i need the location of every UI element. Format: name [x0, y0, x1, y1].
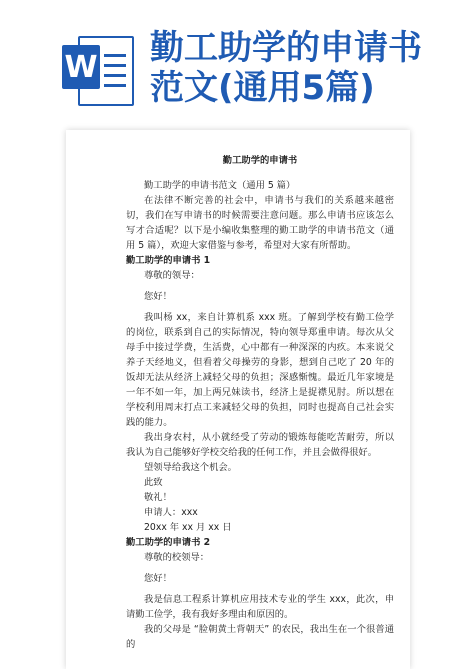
section-1-paragraph-2: 我出身农村，从小就经受了劳动的锻炼每能吃苦耐劳，所以我认为自己能够好学校交给我的任何工作，并且会做得很好。	[126, 432, 394, 458]
section-2-heading: 勤工助学的申请书 2	[126, 537, 211, 548]
page-title-line1: 勤工助学的申请书	[150, 28, 422, 68]
section-1-salutation: 尊敬的领导：	[144, 270, 200, 281]
section-2-paragraph-2: 我的父母是 “脸朝黄土背朝天” 的农民，我出生在一个很普通的	[126, 624, 394, 650]
section-1-paragraph-3: 望领导给我这个机会。	[144, 462, 237, 473]
section-1-applicant: 申请人：xxx	[144, 507, 198, 518]
section-1-heading: 勤工助学的申请书 1	[126, 255, 211, 266]
section-1-closing-2: 敬礼！	[144, 492, 172, 503]
document-title: 勤工助学的申请书	[222, 155, 298, 166]
header-banner	[0, 0, 474, 118]
document-preview-page	[66, 130, 410, 669]
section-1-closing-1: 此致	[144, 477, 163, 488]
section-1-date: 20xx 年 xx 月 xx 日	[144, 522, 232, 533]
word-document-icon	[62, 30, 132, 108]
section-2-greeting: 您好！	[144, 573, 172, 584]
document-subtitle: 勤工助学的申请书范文（通用 5 篇）	[144, 180, 296, 191]
document-body	[126, 153, 394, 652]
section-2-salutation: 尊敬的校领导：	[144, 552, 210, 563]
intro-paragraph: 在法律不断完善的社会中，申请书与我们的关系越来越密切，我们在写申请书的时候需要注意问题。那么申请书应该怎么写才合适呢？以下是小编收集整理的勤工助学的申请书范文（通用 5 篇），欢迎大家借鉴与参考，希望对大家有所帮助。	[126, 195, 394, 251]
word-logo-letter: W	[62, 45, 100, 89]
section-1-greeting: 您好！	[144, 291, 172, 302]
page-title-line2: 范文(通用5篇)	[150, 68, 375, 108]
section-1-paragraph-1: 我叫杨 xx，来自计算机系 xxx 班。了解到学校有勤工俭学的岗位，联系到自己的实际情况，特向领导郑重申请。每次从父母手中接过学费，生活费，心中都有一种深深的内疚。本来说父养子天经地义，但看着父母操劳的身影，想到自己吃了 20 年的饭却无法从经济上减轻父母的负担；深感惭愧。最近几年家境是一年不如一年，加上两兄妹读书，经济上是捉襟见肘。所以想在学校利用周末打点工来减轻父母的负担，同时也提高自己社会实践的能力。	[126, 312, 394, 428]
section-2-paragraph-1: 我是信息工程系计算机应用技术专业的学生 xxx，此次，申请勤工俭学，我有我好多理由和原因的。	[126, 594, 394, 620]
